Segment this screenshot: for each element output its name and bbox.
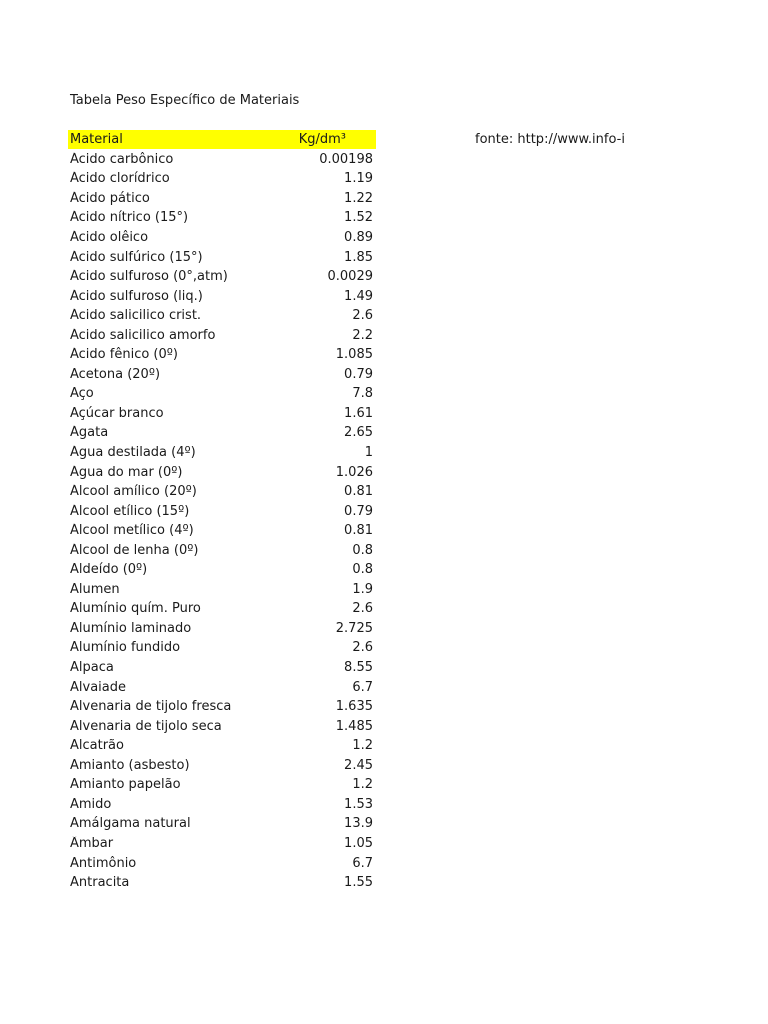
table-row (68, 677, 376, 697)
table-row (68, 795, 376, 815)
density-value-cell: 2.6 (352, 640, 373, 656)
table-row (68, 482, 376, 502)
density-value-cell: 1.19 (344, 171, 373, 187)
density-value-cell: 1.2 (352, 738, 373, 754)
density-value-cell: 0.0029 (327, 269, 373, 285)
table-row (68, 540, 376, 560)
density-value-cell: 1.485 (335, 718, 373, 734)
density-value-cell: 1.85 (344, 249, 373, 265)
density-value-cell: 2.65 (344, 425, 373, 441)
material-name-cell: Açúcar branco (70, 405, 164, 421)
material-name-cell: Ácido sulfuroso (liq.) (70, 288, 203, 304)
density-value-cell: 13.9 (344, 816, 373, 832)
density-value-cell: 1.2 (352, 777, 373, 793)
material-name-cell: Alvenaria de tijolo seca (70, 718, 222, 734)
material-name-cell: Ácido sulfuroso (0°,atm) (70, 269, 228, 285)
density-value-cell: 1.085 (335, 347, 373, 363)
table-row (68, 756, 376, 776)
table-row (68, 150, 376, 170)
table-row (68, 716, 376, 736)
material-name-cell: Ácido carbônico (70, 151, 174, 167)
material-name-cell: Ácido olêico (70, 230, 149, 245)
material-name-cell: Álcool metílico (4º) (70, 523, 194, 539)
material-name-cell: Aço (70, 386, 94, 402)
table-row (68, 325, 376, 345)
table-row (68, 521, 376, 541)
density-value-cell: 1.22 (344, 190, 373, 206)
material-name-cell: Ácido fênico (0º) (70, 347, 178, 363)
density-value-cell: 1.635 (335, 699, 373, 715)
material-name-cell: Ágata (70, 425, 109, 441)
density-value-cell: 0.89 (344, 230, 373, 245)
material-name-cell: Álcool amílico (20º) (70, 484, 197, 500)
table-row (68, 697, 376, 717)
table-row (68, 189, 376, 209)
table-row (68, 306, 376, 326)
density-value-cell: 2.2 (352, 327, 373, 343)
table-row (68, 853, 376, 873)
table-row (68, 658, 376, 678)
table-row (68, 247, 376, 267)
table-row (68, 814, 376, 834)
density-value-cell: 0.79 (344, 366, 373, 382)
table-row (68, 462, 376, 482)
density-value-cell: 6.7 (352, 679, 373, 695)
density-value-cell: 8.55 (344, 660, 373, 676)
material-name-cell: Amianto (asbesto) (70, 757, 190, 773)
table-row (68, 208, 376, 228)
table-row (68, 619, 376, 639)
material-name-cell: Álcool etílico (15º) (70, 503, 190, 519)
density-value-cell: 0.79 (344, 503, 373, 519)
material-name-cell: Alumen (70, 581, 120, 597)
material-name-cell: Alvenaria de tijolo fresca (70, 699, 232, 715)
material-name-cell: Ácido pático (70, 190, 150, 206)
material-name-cell: Alumínio laminado (70, 620, 192, 636)
material-name-cell: Alumínio fundido (70, 640, 181, 656)
table-row (68, 638, 376, 658)
table-row (68, 384, 376, 404)
density-value-cell: 1.55 (344, 875, 373, 891)
table-body (68, 150, 376, 893)
material-name-cell: Água destilada (4º) (70, 445, 196, 461)
table-header-row (68, 130, 376, 149)
table-row (68, 169, 376, 189)
document-title: Tabela Peso Específico de Materiais (70, 93, 300, 108)
table-row (68, 228, 376, 248)
column-header-density: Kg/dm³ (298, 132, 346, 147)
material-name-cell: Ácido salicilico crist. (70, 308, 202, 324)
source-note: fonte: http://www.info-i (475, 132, 625, 147)
table-row (68, 365, 376, 385)
table-row (68, 834, 376, 854)
material-name-cell: Aldeído (0º) (70, 562, 148, 578)
material-name-cell: Amido (70, 796, 112, 812)
density-value-cell: 0.00198 (319, 151, 373, 167)
column-header-material: Material (70, 132, 123, 147)
table-row (68, 599, 376, 619)
table-row (68, 404, 376, 424)
material-name-cell: Alumínio quím. Puro (70, 601, 201, 617)
table-row (68, 501, 376, 521)
table-row (68, 423, 376, 443)
table-row (68, 286, 376, 306)
material-name-cell: Ácido sulfúrico (15°) (70, 249, 203, 265)
table-row (68, 345, 376, 365)
density-value-cell: 2.6 (352, 601, 373, 617)
density-value-cell: 1 (364, 445, 373, 461)
material-name-cell: Acetona (20º) (70, 366, 161, 382)
table-row (68, 560, 376, 580)
table-row (68, 775, 376, 795)
material-name-cell: Alpaca (70, 660, 114, 676)
table-row (68, 443, 376, 463)
material-name-cell: Ácido salicilico amorfo (70, 327, 216, 343)
density-value-cell: 1.49 (344, 288, 373, 304)
material-name-cell: Ácido nítrico (15°) (70, 210, 189, 226)
material-name-cell: Alcatrão (70, 738, 124, 754)
material-name-cell: Amálgama natural (70, 816, 191, 832)
table-row (68, 580, 376, 600)
density-value-cell: 0.81 (344, 523, 373, 539)
density-value-cell: 1.52 (344, 210, 373, 226)
density-value-cell: 0.8 (352, 542, 373, 558)
density-value-cell: 1.05 (344, 835, 373, 851)
material-name-cell: Antimônio (70, 855, 137, 871)
density-value-cell: 1.026 (335, 464, 373, 480)
table-row (68, 736, 376, 756)
material-name-cell: Âmbar (70, 835, 114, 851)
material-name-cell: Amianto papelão (70, 777, 181, 793)
material-name-cell: Álcool de lenha (0º) (70, 542, 199, 558)
density-value-cell: 1.61 (344, 405, 373, 421)
density-value-cell: 7.8 (352, 386, 373, 402)
table-row (68, 873, 376, 893)
density-value-cell: 2.6 (352, 308, 373, 324)
density-value-cell: 2.45 (344, 757, 373, 773)
density-value-cell: 1.9 (352, 581, 373, 597)
density-value-cell: 6.7 (352, 855, 373, 871)
density-value-cell: 0.81 (344, 484, 373, 500)
material-name-cell: Antracita (70, 875, 130, 891)
material-name-cell: Água do mar (0º) (70, 464, 183, 480)
material-name-cell: Alvaiade (70, 679, 126, 695)
density-value-cell: 0.8 (352, 562, 373, 578)
density-value-cell: 2.725 (335, 620, 373, 636)
density-value-cell: 1.53 (344, 796, 373, 812)
material-table (68, 130, 376, 892)
material-name-cell: Ácido clorídrico (70, 171, 170, 187)
table-row (68, 267, 376, 287)
